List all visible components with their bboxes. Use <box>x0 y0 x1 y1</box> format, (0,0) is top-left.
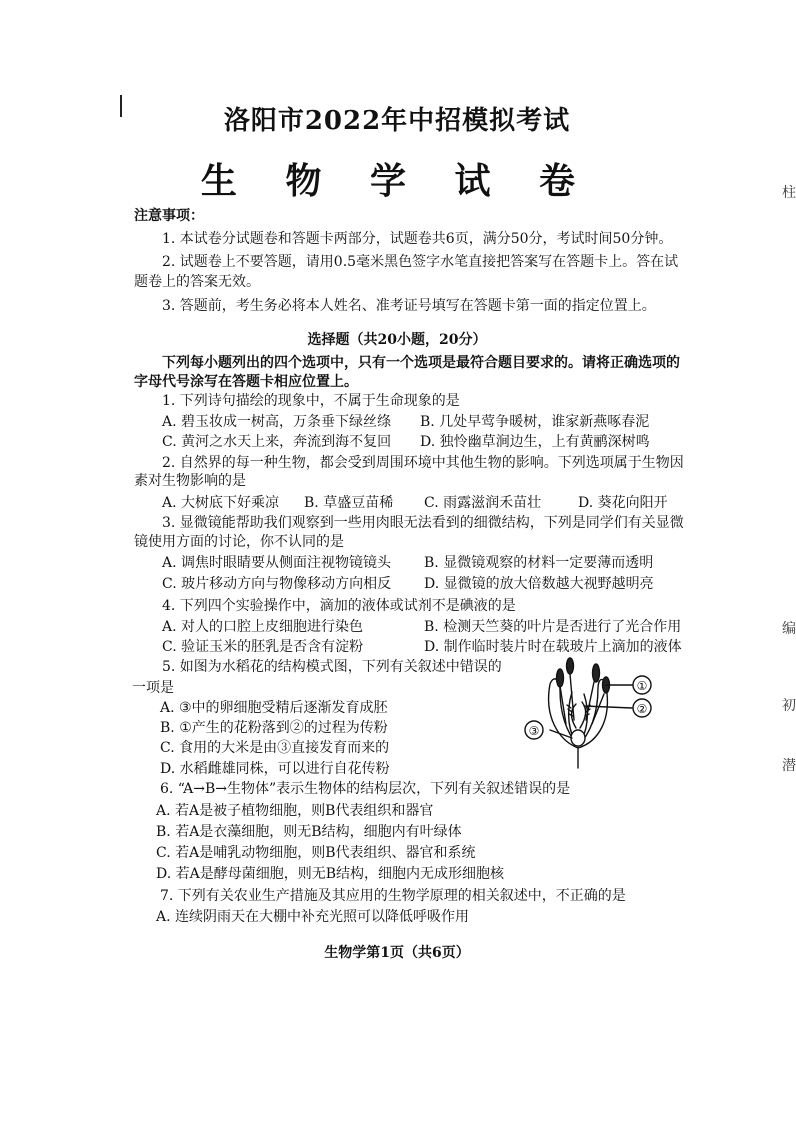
option-d: D. 葵花向阳开 <box>578 495 668 511</box>
margin-fragment: 柱 <box>782 185 796 201</box>
note-item: 题卷上的答案无效。 <box>134 274 260 290</box>
option-b: B. 若A是衣藻细胞，则无B结构，细胞内有叶绿体 <box>156 824 462 840</box>
option-c: C. 验证玉米的胚乳是否含有淀粉 <box>162 639 364 655</box>
option-d: D. 制作临时装片时在载玻片上滴加的液体 <box>424 639 682 655</box>
option-a: A. 调焦时眼睛要从侧面注视物镜镜头 <box>162 555 392 571</box>
question-stem: 2. 自然界的每一种生物，都会受到周围环境中其他生物的影响。下列选项属于生物因 <box>162 455 684 471</box>
margin-fragment: 潜 <box>782 758 796 774</box>
option-b: B. 草盛豆苗稀 <box>304 495 394 511</box>
note-item: 3. 答题前，考生务必将本人姓名、准考证号填写在答题卡第一面的指定位置上。 <box>162 298 656 314</box>
section-instruction: 字母代号涂写在答题卡相应位置上。 <box>134 374 358 390</box>
option-a: A. 对人的口腔上皮细胞进行染色 <box>162 619 364 635</box>
option-b: B. ①产生的花粉落到②的过程为传粉 <box>160 720 388 736</box>
option-b: B. 显微镜观察的材料一定要薄而透明 <box>424 555 654 571</box>
option-b: B. 检测天竺葵的叶片是否进行了光合作用 <box>424 619 682 635</box>
diagram-label-1: ① <box>636 679 648 693</box>
exam-title: 洛阳市2022年中招模拟考试 <box>223 106 571 136</box>
page-footer: 生物学第1页（共6页） <box>324 945 470 961</box>
note-item: 2. 试题卷上不要答题，请用0.5毫米黑色签字水笔直接把答案写在答题卡上。答在试 <box>162 254 679 270</box>
margin-fragment: 编 <box>782 621 796 637</box>
section-title: 选择题（共20小题，20分） <box>307 332 487 348</box>
rice-flower-diagram <box>520 658 690 770</box>
diagram-label-3: ③ <box>528 724 540 738</box>
option-b: B. 几处早莺争暖树，谁家新燕啄春泥 <box>420 414 650 430</box>
question-stem: 1. 下列诗句描绘的现象中，不属于生命现象的是 <box>162 393 460 409</box>
question-stem: 镜使用方面的讨论，你不认同的是 <box>134 534 344 550</box>
question-stem: 素对生物影响的是 <box>134 473 246 489</box>
option-c: C. 若A是哺乳动物细胞，则B代表组织、器官和系统 <box>156 845 476 861</box>
question-stem: 一项是 <box>132 680 174 696</box>
margin-fragment: 初 <box>782 698 796 714</box>
question-stem: 3. 显微镜能帮助我们观察到一些用肉眼无法看到的细微结构，下列是同学们有关显微 <box>162 515 684 531</box>
option-d: D. 水稻雌雄同株，可以进行自花传粉 <box>160 761 390 777</box>
notes-heading: 注意事项： <box>134 208 204 224</box>
option-c: C. 黄河之水天上来，奔流到海不复回 <box>162 434 392 450</box>
option-d: D. 若A是酵母菌细胞，则无B结构，细胞内无成形细胞核 <box>156 866 505 882</box>
question-stem: 4. 下列四个实验操作中，滴加的液体或试剂不是碘液的是 <box>162 598 516 614</box>
option-a: A. ③中的卵细胞受精后逐渐发育成胚 <box>160 700 388 716</box>
option-d: D. 独怜幽草涧边生，上有黄鹂深树鸣 <box>420 434 650 450</box>
question-stem: 6. “A→B→生物体”表示生物体的结构层次，下列有关叙述错误的是 <box>160 781 571 797</box>
note-item: 1. 本试卷分试题卷和答题卡两部分，试题卷共6页，满分50分，考试时间50分钟。 <box>162 231 673 247</box>
option-a: A. 若A是被子植物细胞，则B代表组织和器官 <box>156 803 434 819</box>
option-a: A. 大树底下好乘凉 <box>162 495 280 511</box>
subject-title: 生 物 学 试 卷 <box>200 160 594 202</box>
option-a: A. 碧玉妆成一树高，万条垂下绿丝绦 <box>162 414 392 430</box>
option-c: C. 玻片移动方向与物像移动方向相反 <box>162 576 392 592</box>
question-stem: 7. 下列有关农业生产措施及其应用的生物学原理的相关叙述中，不正确的是 <box>160 888 626 904</box>
option-a: A. 连续阴雨天在大棚中补充光照可以降低呼吸作用 <box>156 909 470 925</box>
option-c: C. 食用的大米是由③直接发育而来的 <box>160 740 390 756</box>
diagram-label-2: ② <box>636 702 648 716</box>
section-instruction: 下列每小题列出的四个选项中，只有一个选项是最符合题目要求的。请将正确选项的 <box>162 355 680 371</box>
question-stem: 5. 如图为水稻花的结构模式图，下列有关叙述中错误的 <box>162 659 502 675</box>
option-d: D. 显微镜的放大倍数越大视野越明亮 <box>424 576 654 592</box>
option-c: C. 雨露滋润禾苗壮 <box>424 495 542 511</box>
